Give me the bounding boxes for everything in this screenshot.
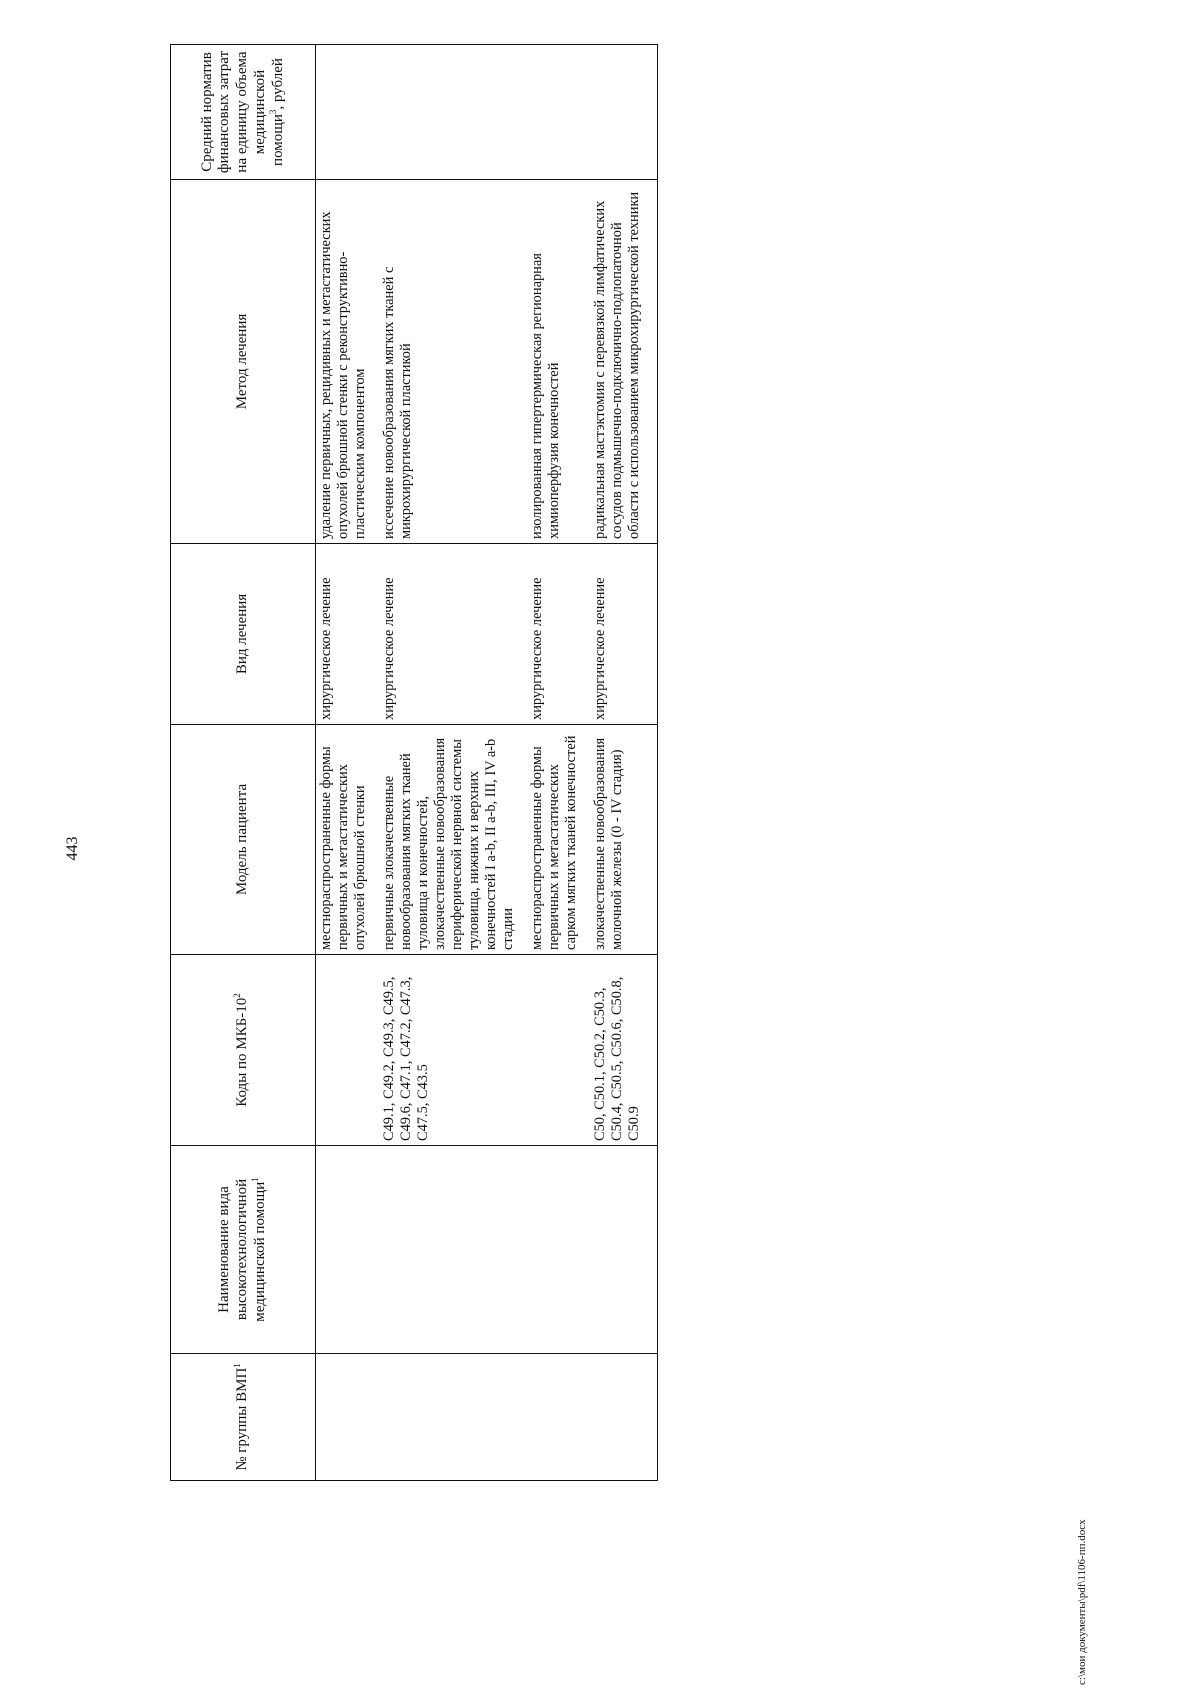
cell-group: [527, 1354, 590, 1481]
page-number: 443: [64, 836, 81, 861]
cell-model: злокачественные новообразования молочной железы (0 - IV стадия): [590, 725, 657, 955]
cell-method: изолированная гипертермическая регионарная химиоперфузия конечностей: [527, 180, 590, 544]
cell-group: [316, 1354, 379, 1481]
cell-type: хирургическое лечение: [527, 544, 590, 725]
footer-file-path: c:\мои документы\pdf\1106-пп.docx: [1076, 1519, 1088, 1685]
table-row: [316, 45, 379, 1481]
cell-codes: [316, 955, 379, 1146]
header-cost: Средний норматив финансовых затрат на единицу объема медицинской помощи$^3$, рублей: [171, 45, 316, 180]
cell-codes: [527, 955, 590, 1146]
table-row: [590, 45, 657, 1481]
header-icd-codes: Коды по МКБ-$10^2$: [171, 955, 316, 1146]
header-treatment-method: Метод лечения: [171, 180, 316, 544]
header-group-no: № группы ВМП$^1$: [171, 1354, 316, 1481]
cell-cost: [527, 45, 590, 180]
cell-method: иссечение новообразования мягких тканей с микрохирургической пластикой: [379, 180, 527, 544]
cell-type: хирургическое лечение: [379, 544, 527, 725]
cell-name: [527, 1146, 590, 1354]
cell-cost: [316, 45, 379, 180]
cell-codes: C50, C50.1, C50.2, C50.3, C50.4, C50.5, C50.6, C50.8, C50.9: [590, 955, 657, 1146]
cell-method: удаление первичных, рецидивных и метастатических опухолей брюшной стенки с реконструктивно-пластическим компонентом: [316, 180, 379, 544]
table-row: [379, 45, 527, 1481]
header-vmp-name: Наименование вида высокотехнологичной медицинской помощи$^1$: [171, 1146, 316, 1354]
cell-codes: C49.1, C49.2, C49.3, C49.5, C49.6, C47.1, C47.2, C47.3, C47.5, C43.5: [379, 955, 527, 1146]
cell-type: хирургическое лечение: [590, 544, 657, 725]
cell-group: [379, 1354, 527, 1481]
vmp-table: [170, 44, 658, 1481]
cell-cost: [379, 45, 527, 180]
cell-model: местнораспространенные формы первичных и метастатических сарком мягких тканей конечностей: [527, 725, 590, 955]
cell-model: местнораспространенные формы первичных и метастатических опухолей брюшной стенки: [316, 725, 379, 955]
cell-group: [590, 1354, 657, 1481]
cell-cost: [590, 45, 657, 180]
cell-name: [590, 1146, 657, 1354]
cell-name: [379, 1146, 527, 1354]
cell-name: [316, 1146, 379, 1354]
table-row: [527, 45, 590, 1481]
header-treatment-type: Вид лечения: [171, 544, 316, 725]
header-patient-model: Модель пациента: [171, 725, 316, 955]
cell-method: радикальная мастэктомия с перевязкой лимфатических сосудов подмышечно-подключично-подлопаточной области с использованием микрохирургической техники: [590, 180, 657, 544]
cell-model: первичные злокачественные новообразования мягких тканей туловища и конечностей, злокачественные новообразования периферической нервной системы туловища, нижних и верхних конечностей I a-b, II a-b, III, IV a-b стадии: [379, 725, 527, 955]
table-header-row: [171, 45, 316, 1481]
cell-type: хирургическое лечение: [316, 544, 379, 725]
